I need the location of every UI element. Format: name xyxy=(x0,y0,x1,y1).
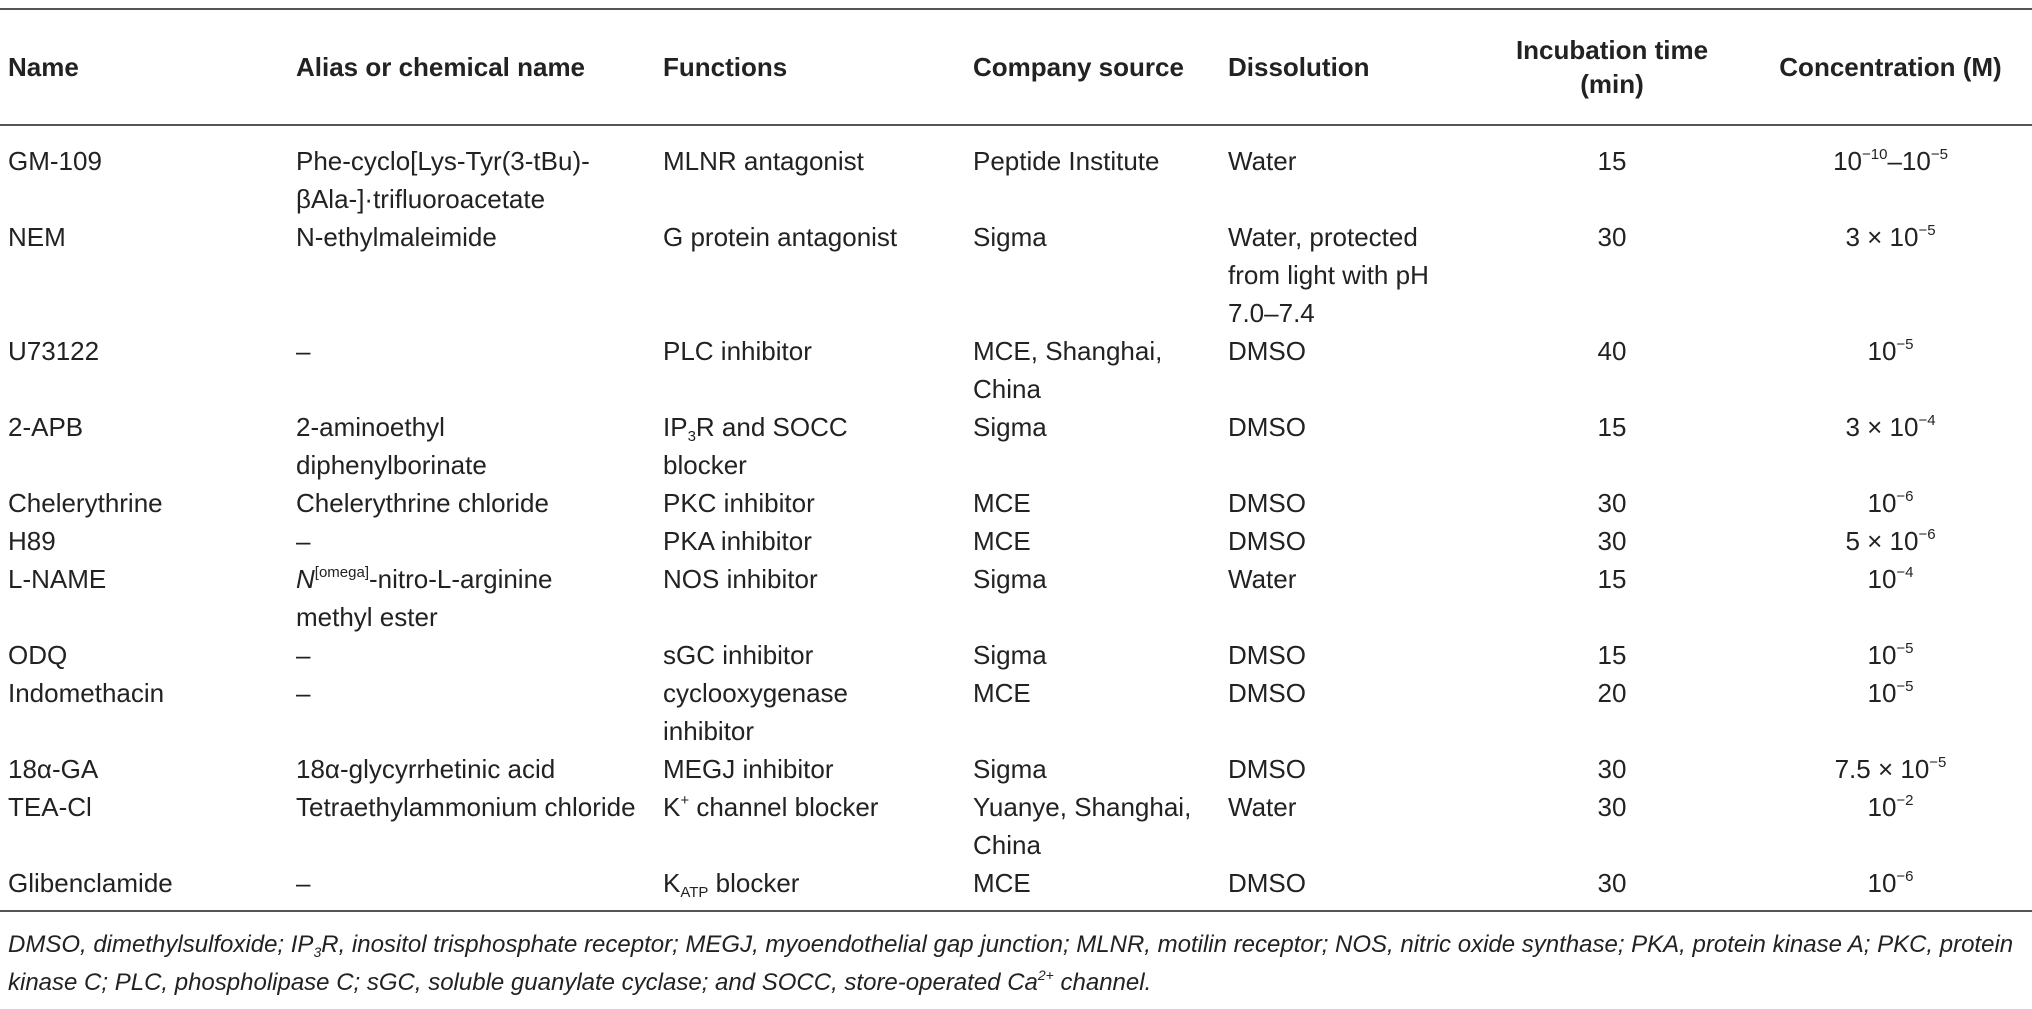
conc-coefficient: 7.5 × xyxy=(1834,754,1901,784)
cell-dissolution: Water, protected from light with pH 7.0–7.4 xyxy=(1228,222,1429,328)
functions-text: blocker xyxy=(708,868,800,898)
cell-concentration xyxy=(1749,125,2032,218)
cell-concentration xyxy=(1749,218,2032,332)
cell-incubation: 15 xyxy=(1597,564,1627,594)
cell-alias: – xyxy=(296,678,311,708)
cell-name: H89 xyxy=(8,526,56,556)
cell-alias: Phe-cyclo[Lys-Tyr(3-tBu)-βAla-]·trifluoroacetate xyxy=(296,146,590,214)
conc-base: 10 xyxy=(1867,640,1897,670)
cell-alias: 18α-glycyrrhetinic acid xyxy=(296,754,556,784)
cell-concentration xyxy=(1749,864,2032,911)
conc-exponent: −5 xyxy=(1929,754,1947,771)
header-incubation-line2: (min) xyxy=(1580,69,1644,99)
functions-superscript: + xyxy=(680,792,690,809)
cell-alias: Tetraethylammonium chloride xyxy=(296,792,636,822)
cell-concentration xyxy=(1749,408,2032,484)
cell-company: Sigma xyxy=(973,754,1047,784)
conc-exponent: −6 xyxy=(1918,526,1936,543)
conc-exponent: −2 xyxy=(1896,792,1914,809)
footnote-subscript: 3 xyxy=(313,944,322,960)
cell-name: 2-APB xyxy=(8,412,84,442)
cell-functions xyxy=(655,788,965,864)
cell-dissolution: DMSO xyxy=(1228,336,1306,366)
cell-incubation: 40 xyxy=(1597,336,1627,366)
cell-dissolution: DMSO xyxy=(1228,412,1306,442)
table-row xyxy=(0,484,2032,522)
cell-name: L-NAME xyxy=(8,564,107,594)
conc-exponent: −6 xyxy=(1896,868,1914,885)
cell-functions: NOS inhibitor xyxy=(663,564,818,594)
footnote-text: DMSO, dimethylsulfoxide; IP xyxy=(8,931,314,958)
cell-company: Sigma xyxy=(973,564,1047,594)
cell-incubation: 15 xyxy=(1597,412,1627,442)
cell-incubation: 30 xyxy=(1597,488,1627,518)
cell-functions: PKA inhibitor xyxy=(663,526,812,556)
functions-text: K xyxy=(663,792,681,822)
cell-name: U73122 xyxy=(8,336,100,366)
conc-base: 10 xyxy=(1867,336,1897,366)
header-alias: Alias or chemical name xyxy=(296,52,586,82)
cell-dissolution: DMSO xyxy=(1228,754,1306,784)
cell-incubation: 30 xyxy=(1597,222,1627,252)
conc-base: 10 xyxy=(1901,146,1931,176)
table-row xyxy=(0,218,2032,332)
conc-base: 10 xyxy=(1889,412,1919,442)
table-row xyxy=(0,864,2032,911)
cell-dissolution: DMSO xyxy=(1228,868,1306,898)
table-row xyxy=(0,125,2032,218)
cell-alias: – xyxy=(296,868,311,898)
cell-name: NEM xyxy=(8,222,66,252)
conc-exponent: −10 xyxy=(1861,146,1888,163)
cell-name: ODQ xyxy=(8,640,68,670)
footnote-text: R, inositol trisphosphate receptor; MEGJ, myoendothelial gap junction; MLNR, motilin receptor; NOS, nitric oxide synthase; PKA, protein kinase A; PKC, protein kinase C; PLC, phospholipase C; sGC, soluble guanylate cyclase; and SOCC, store-operated Ca xyxy=(8,931,2014,996)
conc-exponent: −5 xyxy=(1930,146,1948,163)
cell-company: Sigma xyxy=(973,640,1047,670)
header-name: Name xyxy=(8,52,79,82)
cell-concentration xyxy=(1749,332,2032,408)
cell-alias: – xyxy=(296,336,311,366)
cell-functions: sGC inhibitor xyxy=(663,640,814,670)
header-company: Company source xyxy=(973,52,1184,82)
cell-company: Yuanye, Shanghai, China xyxy=(973,792,1192,860)
conc-exponent: −5 xyxy=(1896,640,1914,657)
cell-dissolution: DMSO xyxy=(1228,526,1306,556)
table-header xyxy=(0,9,2032,125)
header-incubation-line1: Incubation time xyxy=(1515,35,1709,65)
cell-company: MCE xyxy=(973,678,1031,708)
conc-base: 10 xyxy=(1867,564,1897,594)
table-row xyxy=(0,750,2032,788)
conc-base: 10 xyxy=(1889,222,1919,252)
cell-alias xyxy=(288,560,655,636)
table-row xyxy=(0,408,2032,484)
cell-functions xyxy=(655,864,965,911)
conc-exponent: −6 xyxy=(1896,488,1914,505)
cell-company: Sigma xyxy=(973,412,1047,442)
cell-dissolution: DMSO xyxy=(1228,488,1306,518)
alias-italic: N xyxy=(296,564,315,594)
cell-functions: G protein antagonist xyxy=(663,222,898,252)
header-concentration: Concentration (M) xyxy=(1779,52,2002,82)
cell-dissolution: Water xyxy=(1228,792,1297,822)
cell-incubation: 15 xyxy=(1597,146,1627,176)
header-functions: Functions xyxy=(663,52,788,82)
cell-incubation: 15 xyxy=(1597,640,1627,670)
conc-base: 10 xyxy=(1867,868,1897,898)
cell-incubation: 30 xyxy=(1597,792,1627,822)
conc-base: 10 xyxy=(1867,792,1897,822)
cell-incubation: 20 xyxy=(1597,678,1627,708)
conc-base: 10 xyxy=(1867,678,1897,708)
header-row xyxy=(0,9,2032,125)
cell-name: Glibenclamide xyxy=(8,868,173,898)
cell-dissolution: Water xyxy=(1228,564,1297,594)
cell-company: MCE, Shanghai, China xyxy=(973,336,1163,404)
cell-name: Chelerythrine xyxy=(8,488,163,518)
functions-text: IP xyxy=(663,412,688,442)
alias-text: -nitro-L-arginine methyl ester xyxy=(296,564,553,632)
conc-exponent: −4 xyxy=(1896,564,1914,581)
cell-functions: PLC inhibitor xyxy=(663,336,812,366)
conc-exponent: −5 xyxy=(1918,222,1936,239)
cell-name: GM-109 xyxy=(8,146,102,176)
cell-functions: PKC inhibitor xyxy=(663,488,815,518)
cell-dissolution: DMSO xyxy=(1228,640,1306,670)
conc-range-dash: – xyxy=(1887,146,1902,176)
cell-concentration xyxy=(1749,674,2032,750)
conc-base: 10 xyxy=(1889,526,1919,556)
conc-coefficient: 3 × xyxy=(1845,412,1890,442)
cell-concentration xyxy=(1749,522,2032,560)
cell-company: MCE xyxy=(973,488,1031,518)
table-row xyxy=(0,636,2032,674)
cell-functions: MEGJ inhibitor xyxy=(663,754,834,784)
alias-superscript: [omega] xyxy=(314,564,369,581)
cell-name: Indomethacin xyxy=(8,678,165,708)
conc-base: 10 xyxy=(1867,488,1897,518)
conc-coefficient: 5 × xyxy=(1845,526,1890,556)
cell-dissolution: DMSO xyxy=(1228,678,1306,708)
cell-concentration xyxy=(1749,560,2032,636)
table-row xyxy=(0,788,2032,864)
table-footnote xyxy=(8,926,2018,1002)
header-dissolution: Dissolution xyxy=(1228,52,1370,82)
cell-concentration xyxy=(1749,788,2032,864)
footnote-text: channel. xyxy=(1053,969,1152,996)
table-row xyxy=(0,560,2032,636)
cell-incubation: 30 xyxy=(1597,754,1627,784)
functions-text: channel blocker xyxy=(689,792,879,822)
cell-incubation: 30 xyxy=(1597,868,1627,898)
cell-concentration xyxy=(1749,750,2032,788)
functions-subscript: 3 xyxy=(687,428,696,445)
conc-base: 10 xyxy=(1900,754,1930,784)
functions-text: R and SOCC blocker xyxy=(663,412,848,480)
header-incubation xyxy=(1475,9,1749,125)
table-row xyxy=(0,522,2032,560)
table-row xyxy=(0,332,2032,408)
cell-alias: – xyxy=(296,526,311,556)
table-body xyxy=(0,125,2032,911)
cell-alias: Chelerythrine chloride xyxy=(296,488,549,518)
conc-exponent: −5 xyxy=(1896,336,1914,353)
cell-company: Sigma xyxy=(973,222,1047,252)
cell-company: MCE xyxy=(973,526,1031,556)
cell-alias: – xyxy=(296,640,311,670)
cell-functions: cyclooxygenase inhibitor xyxy=(663,678,848,746)
cell-functions xyxy=(655,408,965,484)
conc-exponent: −5 xyxy=(1896,678,1914,695)
cell-company: Peptide Institute xyxy=(973,146,1160,176)
cell-name: TEA-Cl xyxy=(8,792,92,822)
cell-functions: MLNR antagonist xyxy=(663,146,864,176)
cell-incubation: 30 xyxy=(1597,526,1627,556)
cell-dissolution: Water xyxy=(1228,146,1297,176)
conc-exponent: −4 xyxy=(1918,412,1936,429)
cell-alias: 2-aminoethyl diphenylborinate xyxy=(296,412,487,480)
conc-base: 10 xyxy=(1833,146,1862,176)
cell-concentration xyxy=(1749,484,2032,522)
cell-alias: N-ethylmaleimide xyxy=(296,222,497,252)
cell-name: 18α-GA xyxy=(8,754,99,784)
reagents-table xyxy=(0,8,2032,912)
cell-concentration xyxy=(1749,636,2032,674)
functions-subscript: ATP xyxy=(680,884,709,901)
conc-coefficient: 3 × xyxy=(1845,222,1890,252)
functions-text: K xyxy=(663,868,681,898)
cell-company: MCE xyxy=(973,868,1031,898)
footnote-superscript: 2+ xyxy=(1037,967,1054,983)
table-row xyxy=(0,674,2032,750)
